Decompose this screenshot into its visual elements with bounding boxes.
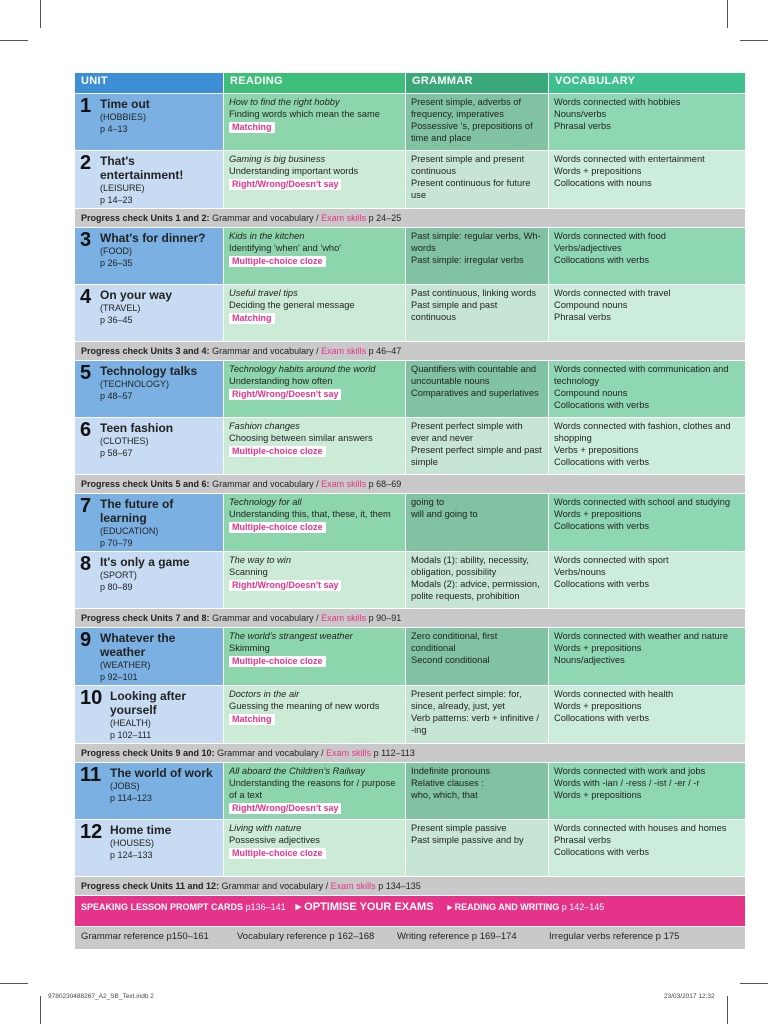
unit-pages: p 58–67: [100, 448, 133, 458]
unit-pages: p 102–111: [110, 730, 152, 740]
reading-cell: [224, 418, 406, 475]
reading-cell: [224, 361, 406, 418]
vocabulary-item: Phrasal verbs: [554, 835, 611, 845]
unit-topic: (WEATHER): [100, 660, 151, 670]
exam-task-tag: Right/Wrong/Doesn't say: [229, 389, 341, 400]
progress-check-label: Progress check Units 5 and 6:: [81, 479, 210, 489]
crop-mark: [727, 0, 728, 28]
unit-number: 3: [80, 229, 92, 251]
grammar-item: Second conditional: [411, 655, 490, 665]
unit-title: Teen fashion: [100, 421, 174, 435]
reading-cell: [224, 494, 406, 552]
unit-title: The future of learning: [100, 497, 174, 525]
grammar-item: Past simple: regular verbs, Wh- words: [411, 231, 541, 253]
unit-row: [75, 686, 746, 744]
unit-title: Home time: [110, 823, 172, 837]
unit-body: [100, 287, 218, 326]
exam-task-tag: Multiple-choice cloze: [229, 656, 326, 667]
grammar-item: Indefinite pronouns: [411, 766, 491, 776]
unit-row: [75, 151, 746, 209]
reading-cell: [224, 285, 406, 342]
unit-pages: p 26–35: [100, 258, 133, 268]
reading-cell: [224, 628, 406, 686]
progress-check-middle: Grammar and vocabulary /: [212, 613, 319, 623]
grammar-item: Verb patterns: verb + infinitive / -ing: [411, 713, 539, 735]
grammar-item: Present perfect simple: for, since, already, just, yet: [411, 689, 522, 711]
vocabulary-item: Collocations with verbs: [554, 579, 650, 589]
unit-topic: (EDUCATION): [100, 526, 159, 536]
grammar-item: Past simple and past continuous: [411, 300, 498, 322]
reading-skill: Understanding how often: [229, 376, 333, 386]
unit-topic: (LEISURE): [100, 183, 145, 193]
grammar-item: Relative clauses :: [411, 778, 484, 788]
vocabulary-item: Collocations with verbs: [554, 255, 650, 265]
reference-item: Irregular verbs reference p 175: [549, 931, 680, 942]
unit-title: It's only a game: [100, 555, 190, 569]
progress-check-row: [75, 877, 746, 896]
unit-topic: (CLOTHES): [100, 436, 149, 446]
grammar-cell: [406, 418, 549, 475]
vocabulary-item: Collocations with verbs: [554, 400, 650, 410]
reference-row: [75, 927, 746, 950]
grammar-item: Present simple and present continuous: [411, 154, 525, 176]
unit-cell: [75, 228, 224, 285]
unit-cell: [75, 686, 224, 744]
unit-number: 2: [80, 152, 92, 174]
unit-body: [100, 230, 218, 269]
grammar-cell: [406, 285, 549, 342]
vocabulary-item: Verbs + prepositions: [554, 445, 639, 455]
reading-text-title: The way to win: [229, 555, 292, 565]
progress-check-row: [75, 342, 746, 361]
progress-check-middle: Grammar and vocabulary /: [221, 881, 329, 891]
vocabulary-item: Phrasal verbs: [554, 312, 611, 322]
vocabulary-item: Collocations with verbs: [554, 457, 650, 467]
unit-topic: (JOBS): [110, 781, 140, 791]
unit-pages: p 36–45: [100, 315, 133, 325]
reading-skill: Understanding important words: [229, 166, 359, 176]
progress-check-label: Progress check Units 1 and 2:: [81, 213, 210, 223]
reading-skill: Guessing the meaning of new words: [229, 701, 380, 711]
exam-task-tag: Matching: [229, 122, 275, 133]
crop-mark: [0, 40, 28, 41]
grammar-item: Present perfect simple and past simple: [411, 445, 542, 467]
unit-number: 4: [80, 286, 92, 308]
grammar-item: Possessive 's, prepositions of time and place: [411, 121, 533, 143]
reading-skill: Understanding the reasons for / purpose of a text: [229, 778, 396, 800]
vocabulary-cell: [549, 94, 746, 151]
vocabulary-item: Compound nouns: [554, 388, 628, 398]
unit-pages: p 14–23: [100, 195, 133, 205]
unit-topic: (FOOD): [100, 246, 132, 256]
unit-number: 1: [80, 95, 92, 117]
reading-skill: Understanding this, that, these, it, them: [229, 509, 391, 519]
vocabulary-item: Collocations with nouns: [554, 178, 652, 188]
vocabulary-item: Words with -ian / -ress / -ist / -er / -r: [554, 778, 700, 788]
exam-task-tag: Right/Wrong/Doesn't say: [229, 179, 341, 190]
unit-cell: [75, 494, 224, 552]
progress-check-cell: [75, 342, 746, 361]
grammar-item: who, which, that: [411, 790, 478, 800]
reading-skill: Choosing between similar answers: [229, 433, 373, 443]
vocabulary-cell: [549, 628, 746, 686]
crop-mark: [727, 996, 728, 1024]
unit-row: [75, 228, 746, 285]
vocabulary-cell: [549, 686, 746, 744]
unit-cell: [75, 820, 224, 877]
exam-skills-label: Exam skills: [321, 613, 367, 623]
grammar-item: Present perfect simple with ever and never: [411, 421, 523, 443]
optimise-exams-label: ▸ OPTIMISE YOUR EXAMS: [295, 901, 434, 913]
grammar-item: Past simple: irregular verbs: [411, 255, 524, 265]
grammar-item: going to: [411, 497, 445, 507]
vocabulary-item: Words connected with sport: [554, 555, 669, 565]
unit-cell: [75, 285, 224, 342]
reading-header: READING: [224, 73, 406, 94]
vocabulary-item: Collocations with verbs: [554, 521, 650, 531]
grammar-item: Past continuous, linking words: [411, 288, 537, 298]
unit-title: The world of work: [110, 766, 213, 780]
vocabulary-item: Words connected with health: [554, 689, 674, 699]
crop-mark: [40, 996, 41, 1024]
progress-check-middle: Grammar and vocabulary /: [212, 213, 319, 223]
unit-pages: p 80–89: [100, 582, 133, 592]
crop-mark: [740, 983, 768, 984]
unit-title: Technology talks: [100, 364, 198, 378]
progress-check-cell: [75, 744, 746, 763]
exam-skills-label: Exam skills: [321, 346, 367, 356]
progress-check-pages: p 134–135: [378, 881, 421, 891]
reading-cell: [224, 763, 406, 820]
reading-writing-label: ▸ READING AND WRITING: [447, 902, 560, 912]
vocabulary-cell: [549, 151, 746, 209]
progress-check-cell: [75, 475, 746, 494]
reading-skill: Scanning: [229, 567, 268, 577]
grammar-cell: [406, 820, 549, 877]
reading-text-title: How to find the right hobby: [229, 97, 340, 107]
vocabulary-item: Words connected with fashion, clothes and shopping: [554, 421, 731, 443]
reference-item: Grammar reference p150–161: [81, 931, 209, 942]
exam-bar-row: [75, 896, 746, 927]
grammar-cell: [406, 494, 549, 552]
reference-item: Writing reference p 169–174: [397, 931, 517, 942]
vocabulary-item: Words connected with houses and homes: [554, 823, 727, 833]
unit-pages: p 114–123: [110, 793, 152, 803]
grammar-item: Past simple passive and by: [411, 835, 524, 845]
progress-check-middle: Grammar and vocabulary /: [212, 479, 319, 489]
unit-cell: [75, 763, 224, 820]
unit-number: 8: [80, 553, 92, 575]
progress-check-cell: [75, 209, 746, 228]
unit-cell: [75, 151, 224, 209]
grammar-cell: [406, 361, 549, 418]
vocabulary-item: Words connected with travel: [554, 288, 671, 298]
unit-number: 12: [80, 821, 103, 843]
vocabulary-item: Words + prepositions: [554, 509, 642, 519]
vocabulary-item: Nouns/adjectives: [554, 655, 625, 665]
reading-skill: Deciding the general message: [229, 300, 355, 310]
progress-check-pages: p 24–25: [368, 213, 402, 223]
progress-check-row: [75, 209, 746, 228]
vocabulary-item: Words + prepositions: [554, 643, 642, 653]
reading-text-title: Useful travel tips: [229, 288, 298, 298]
footer-date: 23/03/2017 12:32: [664, 993, 715, 1000]
reading-text-title: All aboard the Children's Railway: [229, 766, 366, 776]
speaking-cards-pages: p136–141: [245, 902, 286, 912]
progress-check-middle: Grammar and vocabulary /: [217, 748, 324, 758]
progress-check-cell: [75, 877, 746, 896]
exam-bar: [75, 896, 746, 927]
unit-cell: [75, 418, 224, 475]
grammar-cell: [406, 552, 549, 609]
unit-body: [100, 420, 218, 459]
reference-cell: [75, 927, 746, 950]
vocabulary-header: VOCABULARY: [549, 73, 746, 94]
unit-topic: (TRAVEL): [100, 303, 141, 313]
vocabulary-cell: [549, 285, 746, 342]
unit-row: [75, 820, 746, 877]
vocabulary-cell: [549, 494, 746, 552]
unit-topic: (TECHNOLOGY): [100, 379, 170, 389]
reading-text-title: Technology for all: [229, 497, 302, 507]
unit-body: [100, 96, 218, 135]
unit-row: [75, 285, 746, 342]
contents-table: [74, 72, 746, 950]
unit-body: [100, 496, 218, 549]
exam-task-tag: Multiple-choice cloze: [229, 256, 326, 267]
grammar-header: GRAMMAR: [406, 73, 549, 94]
progress-check-pages: p 68–69: [368, 479, 402, 489]
unit-topic: (HOBBIES): [100, 112, 147, 122]
reading-cell: [224, 94, 406, 151]
unit-title: Looking after yourself: [110, 689, 187, 717]
vocabulary-item: Words + prepositions: [554, 701, 642, 711]
unit-number: 6: [80, 419, 92, 441]
vocabulary-item: Words connected with work and jobs: [554, 766, 706, 776]
crop-mark: [0, 983, 28, 984]
progress-check-pages: p 46–47: [368, 346, 402, 356]
grammar-item: Present continuous for future use: [411, 178, 531, 200]
vocabulary-item: Collocations with verbs: [554, 713, 650, 723]
unit-row: [75, 361, 746, 418]
unit-cell: [75, 361, 224, 418]
crop-mark: [40, 0, 41, 28]
grammar-item: Present simple, adverbs of frequency, imperatives: [411, 97, 522, 119]
exam-task-tag: Right/Wrong/Doesn't say: [229, 803, 341, 814]
footer-file: 9780230488267_A2_SB_Text.indb 2: [48, 993, 154, 1000]
unit-title: Whatever the weather: [100, 631, 176, 659]
header-row: [75, 73, 746, 94]
vocabulary-item: Nouns/verbs: [554, 109, 607, 119]
vocabulary-item: Verbs/adjectives: [554, 243, 622, 253]
vocabulary-item: Words + prepositions: [554, 166, 642, 176]
reading-text-title: Living with nature: [229, 823, 302, 833]
unit-pages: p 70–79: [100, 538, 133, 548]
vocabulary-cell: [549, 418, 746, 475]
vocabulary-item: Words + prepositions: [554, 790, 642, 800]
unit-body: [100, 554, 218, 593]
unit-title: Time out: [100, 97, 150, 111]
unit-title: That's entertainment!: [100, 154, 184, 182]
exam-task-tag: Matching: [229, 313, 275, 324]
exam-task-tag: Multiple-choice cloze: [229, 522, 326, 533]
vocabulary-item: Words connected with weather and nature: [554, 631, 728, 641]
unit-pages: p 48–57: [100, 391, 133, 401]
grammar-cell: [406, 94, 549, 151]
reading-skill: Skimming: [229, 643, 270, 653]
progress-check-label: Progress check Units 11 and 12:: [81, 881, 220, 891]
reading-skill: Finding words which mean the same: [229, 109, 380, 119]
exam-task-tag: Matching: [229, 714, 275, 725]
unit-cell: [75, 628, 224, 686]
speaking-cards-label: SPEAKING LESSON PROMPT CARDS: [81, 902, 244, 912]
vocabulary-item: Verbs/nouns: [554, 567, 606, 577]
grammar-item: will and going to: [411, 509, 478, 519]
exam-skills-label: Exam skills: [330, 881, 376, 891]
reading-text-title: Technology habits around the world: [229, 364, 376, 374]
vocabulary-cell: [549, 820, 746, 877]
progress-check-cell: [75, 609, 746, 628]
unit-body: [110, 688, 218, 741]
unit-row: [75, 552, 746, 609]
exam-skills-label: Exam skills: [321, 213, 367, 223]
vocabulary-item: Words connected with food: [554, 231, 666, 241]
progress-check-pages: p 90–91: [368, 613, 402, 623]
grammar-cell: [406, 151, 549, 209]
vocabulary-item: Words connected with communication and technology: [554, 364, 729, 386]
vocabulary-item: Words connected with entertainment: [554, 154, 705, 164]
grammar-cell: [406, 628, 549, 686]
progress-check-pages: p 112–113: [373, 748, 415, 758]
unit-topic: (SPORT): [100, 570, 137, 580]
progress-check-row: [75, 475, 746, 494]
unit-title: On your way: [100, 288, 173, 302]
unit-body: [100, 630, 218, 683]
exam-skills-label: Exam skills: [321, 479, 367, 489]
progress-check-label: Progress check Units 3 and 4:: [81, 346, 210, 356]
exam-task-tag: Multiple-choice cloze: [229, 446, 326, 457]
grammar-cell: [406, 686, 549, 744]
progress-check-label: Progress check Units 9 and 10:: [81, 748, 215, 758]
progress-check-row: [75, 609, 746, 628]
unit-title: What's for dinner?: [100, 231, 206, 245]
unit-number: 11: [80, 764, 102, 786]
reading-cell: [224, 151, 406, 209]
crop-mark: [740, 40, 768, 41]
vocabulary-cell: [549, 552, 746, 609]
grammar-item: Present simple passive: [411, 823, 507, 833]
unit-row: [75, 628, 746, 686]
reading-text-title: Fashion changes: [229, 421, 300, 431]
reading-cell: [224, 228, 406, 285]
grammar-item: Modals (1): ability, necessity, obligation, possibility: [411, 555, 529, 577]
unit-row: [75, 418, 746, 475]
vocabulary-item: Words connected with school and studying: [554, 497, 731, 507]
reading-cell: [224, 686, 406, 744]
grammar-item: Quantifiers with countable and uncountable nouns: [411, 364, 537, 386]
unit-body: [110, 822, 218, 861]
vocabulary-cell: [549, 361, 746, 418]
reading-skill: Identifying 'when' and 'who': [229, 243, 342, 253]
vocabulary-item: Collocations with verbs: [554, 847, 650, 857]
progress-check-label: Progress check Units 7 and 8:: [81, 613, 210, 623]
progress-check-middle: Grammar and vocabulary /: [212, 346, 319, 356]
unit-pages: p 92–101: [100, 672, 138, 682]
vocabulary-item: Compound nouns: [554, 300, 628, 310]
grammar-item: Zero conditional, first conditional: [411, 631, 498, 653]
reading-text-title: Kids in the kitchen: [229, 231, 305, 241]
grammar-item: Comparatives and superlatives: [411, 388, 539, 398]
reading-text-title: The world's strangest weather: [229, 631, 353, 641]
unit-cell: [75, 552, 224, 609]
unit-header: UNIT: [75, 73, 224, 94]
reading-text-title: Doctors in the air: [229, 689, 300, 699]
unit-row: [75, 494, 746, 552]
vocabulary-item: Phrasal verbs: [554, 121, 611, 131]
vocabulary-cell: [549, 228, 746, 285]
grammar-cell: [406, 228, 549, 285]
vocabulary-cell: [549, 763, 746, 820]
unit-body: [100, 153, 218, 206]
grammar-item: Modals (2): advice, permission, polite requests, prohibition: [411, 579, 540, 601]
unit-pages: p 124–133: [110, 850, 153, 860]
unit-number: 10: [80, 687, 103, 709]
reading-cell: [224, 820, 406, 877]
unit-number: 5: [80, 362, 92, 384]
vocabulary-item: Words connected with hobbies: [554, 97, 681, 107]
unit-body: [100, 363, 218, 402]
unit-topic: (HOUSES): [110, 838, 155, 848]
unit-row: [75, 94, 746, 151]
unit-pages: p 4–13: [100, 124, 128, 134]
unit-body: [110, 765, 218, 804]
unit-row: [75, 763, 746, 820]
reading-cell: [224, 552, 406, 609]
reference-item: Vocabulary reference p 162–168: [237, 931, 375, 942]
unit-number: 7: [80, 495, 92, 517]
unit-cell: [75, 94, 224, 151]
unit-number: 9: [80, 629, 92, 651]
grammar-cell: [406, 763, 549, 820]
reading-skill: Possessive adjectives: [229, 835, 320, 845]
exam-task-tag: Multiple-choice cloze: [229, 848, 326, 859]
unit-topic: (HEALTH): [110, 718, 151, 728]
progress-check-row: [75, 744, 746, 763]
reading-writing-pages: p 142–145: [561, 902, 605, 912]
exam-skills-label: Exam skills: [326, 748, 372, 758]
exam-task-tag: Right/Wrong/Doesn't say: [229, 580, 341, 591]
reading-text-title: Gaming is big business: [229, 154, 326, 164]
